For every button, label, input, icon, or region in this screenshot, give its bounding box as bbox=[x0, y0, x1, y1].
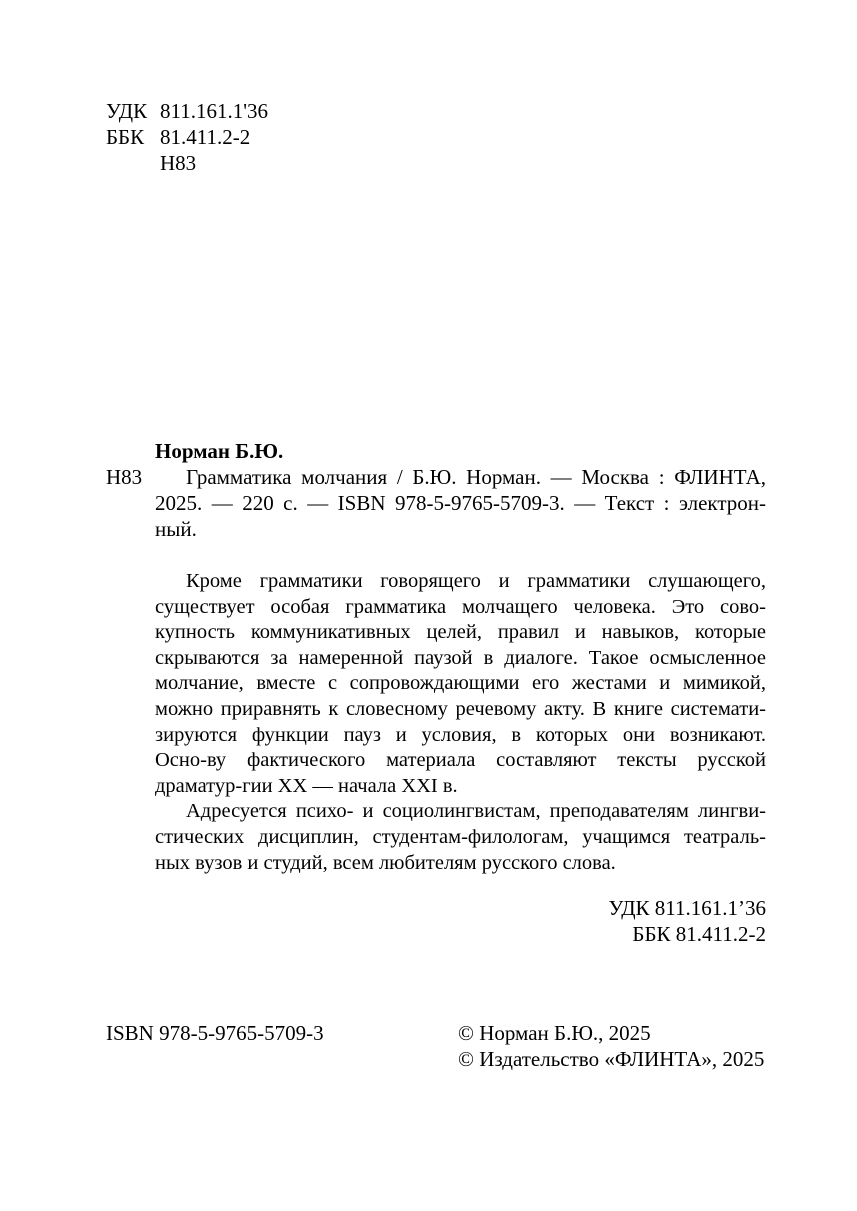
isbn: ISBN 978-5-9765-5709-3 bbox=[106, 1021, 324, 1045]
annotation-line: можно приравнять к словесному речевому акту. В книге системати- bbox=[155, 698, 766, 720]
annotation-line: молчание, вместе с сопровождающими его жестами и мимикой, bbox=[155, 672, 766, 695]
bbk-label: ББК bbox=[106, 125, 145, 149]
annotation-line: Кроме грамматики говорящего и грамматики слушающего, bbox=[186, 570, 766, 592]
bbk-value: 81.411.2-2 bbox=[160, 125, 251, 149]
annotation-line: существует особая грамматика молчащего человека. Это сово- bbox=[155, 595, 766, 618]
annotation-line: Осно-ву фактического материала составляют тексты русской bbox=[155, 749, 766, 772]
annotation-line: купность коммуникативных целей, правил и навыков, которые bbox=[155, 621, 766, 644]
annotation-line: скрываются за намеренной паузой в диалоге. Такое осмысленное bbox=[155, 646, 766, 669]
copyright-publisher: © Издательство «ФЛИНТА», 2025 bbox=[458, 1047, 765, 1071]
annotation-line: ных вузов и студий, всем любителям русского слова. bbox=[155, 851, 616, 874]
udk-label: УДК bbox=[106, 99, 148, 123]
author-mark-top: Н83 bbox=[160, 151, 197, 175]
catalog-line-2: 2025. — 220 с. — ISBN 978-5-9765-5709-3. — Текст : электрон- bbox=[155, 491, 766, 515]
catalog-line-1: Грамматика молчания / Б.Ю. Норман. — Москва : ФЛИНТА, bbox=[186, 465, 766, 489]
annotation-line: Адресуется психо- и социолингвистам, преподавателям лингви- bbox=[186, 800, 766, 823]
catalog-author: Норман Б.Ю. bbox=[155, 439, 284, 463]
annotation-line: драматур-гии XX — начала XXI в. bbox=[155, 774, 458, 797]
annotation-line: стических дисциплин, студентам-филологам, учащимся театраль- bbox=[155, 826, 766, 848]
footer-udk: УДК 811.161.1’36 bbox=[608, 896, 766, 920]
udk-value: 811.161.1'36 bbox=[160, 99, 269, 123]
copyright-author: © Норман Б.Ю., 2025 bbox=[458, 1021, 651, 1045]
footer-bbk: ББК 81.411.2-2 bbox=[632, 922, 766, 946]
catalog-line-3: ный. bbox=[155, 517, 197, 541]
catalog-author-mark: Н83 bbox=[106, 465, 143, 489]
annotation-line: зируются функции пауз и условия, в которых они возникают. bbox=[155, 723, 766, 746]
